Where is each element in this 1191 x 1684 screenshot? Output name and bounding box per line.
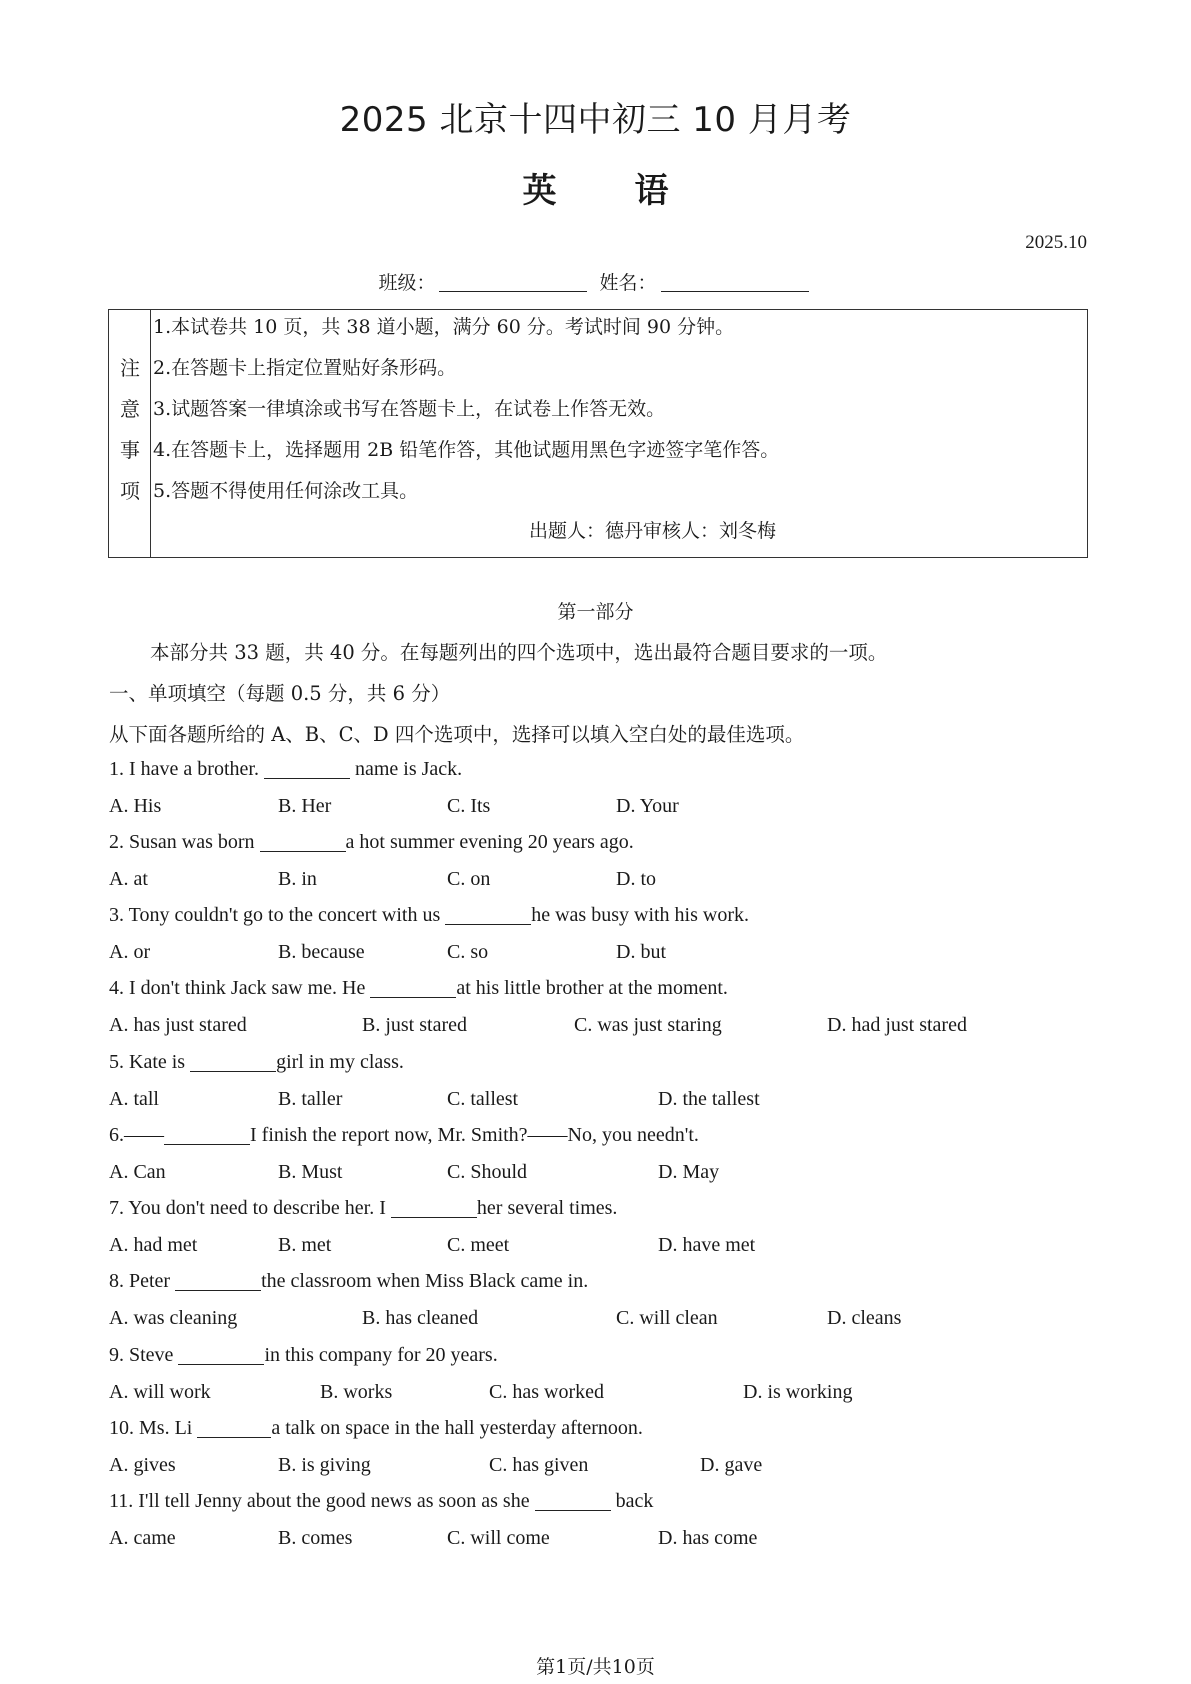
part-intro: 本部分共 33 题，共 40 分。在每题列出的四个选项中，选出最符合题目要求的一项。 — [150, 641, 888, 664]
answer-option[interactable]: A. was cleaning — [109, 1307, 238, 1329]
answer-option[interactable]: B. because — [278, 941, 365, 963]
question-text: 7. You don't need to describe her. I — [109, 1197, 391, 1219]
question-stem — [109, 1417, 643, 1440]
answer-option[interactable]: C. on — [447, 868, 491, 890]
answer-option[interactable]: D. the tallest — [658, 1088, 760, 1110]
question-text: a hot summer evening 20 years ago. — [345, 831, 634, 853]
answer-option[interactable]: B. in — [278, 868, 317, 890]
question-text: 2. Susan was born — [109, 831, 260, 853]
answer-option[interactable]: C. has worked — [489, 1381, 604, 1403]
subject-char-2: 语 — [634, 171, 669, 211]
question-stem — [109, 977, 728, 1000]
answer-option[interactable]: A. will work — [109, 1381, 211, 1403]
answer-option[interactable]: B. has cleaned — [362, 1307, 479, 1329]
answer-blank[interactable] — [190, 1052, 276, 1072]
notice-item: 5.答题不得使用任何涂改工具。 — [153, 480, 419, 502]
question-stem — [109, 831, 634, 854]
answer-option[interactable]: D. Your — [616, 795, 679, 817]
subject-title — [0, 163, 1191, 212]
answer-option[interactable]: C. Should — [447, 1161, 528, 1183]
answer-option[interactable]: D. gave — [700, 1454, 763, 1476]
answer-option[interactable]: A. His — [109, 795, 162, 817]
answer-option[interactable]: C. Its — [447, 795, 491, 817]
answer-blank[interactable] — [391, 1198, 477, 1218]
answer-option[interactable]: A. has just stared — [109, 1014, 247, 1036]
class-blank[interactable] — [439, 273, 587, 292]
answer-blank[interactable] — [197, 1418, 271, 1438]
answer-option[interactable]: D. cleans — [827, 1307, 902, 1329]
answer-option[interactable]: C. has given — [489, 1454, 589, 1476]
name-label: 姓名： — [599, 272, 657, 294]
exam-date: 2025.10 — [1025, 232, 1087, 253]
answer-option[interactable]: B. taller — [278, 1088, 343, 1110]
answer-blank[interactable] — [264, 759, 350, 779]
answer-option[interactable]: D. is working — [743, 1381, 853, 1403]
section-heading: 一、单项填空（每题 0.5 分，共 6 分） — [109, 682, 451, 705]
answer-option[interactable]: B. is giving — [278, 1454, 371, 1476]
answer-option[interactable]: B. Her — [278, 795, 332, 817]
question-stem — [109, 904, 749, 927]
question-text: back — [610, 1490, 654, 1512]
question-stem — [109, 1197, 617, 1220]
answer-option[interactable]: B. just stared — [362, 1014, 467, 1036]
answer-option[interactable]: A. Can — [109, 1161, 166, 1183]
notice-side-char: 事 — [120, 438, 140, 462]
answer-option[interactable]: D. have met — [658, 1234, 756, 1256]
answer-option[interactable]: B. Must — [278, 1161, 343, 1183]
answer-option[interactable]: B. works — [320, 1381, 393, 1403]
answer-option[interactable]: D. to — [616, 868, 656, 890]
notice-item: 3.试题答案一律填涂或书写在答题卡上，在试卷上作答无效。 — [153, 398, 666, 420]
page-footer: 第1页/共10页 — [536, 1656, 655, 1678]
student-info-line — [0, 268, 1191, 295]
answer-blank[interactable] — [164, 1125, 250, 1145]
answer-option[interactable]: A. came — [109, 1527, 176, 1549]
answer-option[interactable]: A. at — [109, 868, 148, 890]
notice-side-char: 注 — [120, 356, 140, 380]
question-text: her several times. — [476, 1197, 618, 1219]
answer-option[interactable]: A. gives — [109, 1454, 176, 1476]
exam-title: 2025 北京十四中初三 10 月月考 — [339, 100, 852, 140]
notice-item: 2.在答题卡上指定位置贴好条形码。 — [153, 357, 457, 379]
answer-option[interactable]: C. so — [447, 941, 489, 963]
answer-option[interactable]: D. but — [616, 941, 666, 963]
question-text: name is Jack. — [349, 758, 463, 780]
answer-option[interactable]: A. had met — [109, 1234, 198, 1256]
answer-option[interactable]: C. will clean — [616, 1307, 718, 1329]
question-stem — [109, 1344, 498, 1367]
question-stem — [109, 758, 462, 781]
question-text: 10. Ms. Li — [109, 1417, 198, 1439]
section-instruction: 从下面各题所给的 A、B、C、D 四个选项中，选择可以填入空白处的最佳选项。 — [109, 723, 805, 746]
notice-signature: 出题人：德丹审核人：刘冬梅 — [529, 520, 777, 542]
answer-option[interactable]: D. has come — [658, 1527, 758, 1549]
answer-blank[interactable] — [445, 905, 531, 925]
notice-item: 1.本试卷共 10 页，共 38 道小题，满分 60 分。考试时间 90 分钟。 — [153, 316, 735, 338]
answer-option[interactable]: D. had just stared — [827, 1014, 967, 1036]
answer-option[interactable]: B. comes — [278, 1527, 353, 1549]
answer-blank[interactable] — [535, 1491, 611, 1511]
notice-side-label — [109, 310, 151, 557]
subject-char-1: 英 — [522, 171, 557, 211]
answer-option[interactable]: B. met — [278, 1234, 332, 1256]
question-text: 11. I'll tell Jenny about the good news as soon as she — [109, 1490, 535, 1512]
question-text: in this company for 20 years. — [264, 1344, 498, 1366]
notice-side-char: 项 — [120, 479, 140, 503]
question-text: girl in my class. — [276, 1051, 404, 1073]
question-text: 1. I have a brother. — [109, 758, 264, 780]
question-text: a talk on space in the hall yesterday afternoon. — [271, 1417, 643, 1439]
answer-option[interactable]: D. May — [658, 1161, 720, 1183]
answer-option[interactable]: C. tallest — [447, 1088, 519, 1110]
class-label: 班级： — [378, 272, 436, 294]
notice-box — [108, 309, 1088, 558]
notice-item: 4.在答题卡上，选择题用 2B 铅笔作答，其他试题用黑色字迹签字笔作答。 — [153, 439, 780, 461]
question-text: I finish the report now, Mr. Smith?——No, you needn't. — [250, 1124, 699, 1146]
question-stem — [109, 1124, 699, 1147]
question-text: 5. Kate is — [109, 1051, 191, 1073]
question-text: 3. Tony couldn't go to the concert with us — [109, 904, 446, 926]
question-text: the classroom when Miss Black came in. — [261, 1270, 589, 1292]
answer-option[interactable]: A. or — [109, 941, 151, 963]
answer-blank[interactable] — [178, 1345, 264, 1365]
part-title: 第一部分 — [557, 601, 634, 623]
answer-blank[interactable] — [175, 1271, 261, 1291]
name-blank[interactable] — [661, 273, 809, 292]
answer-option[interactable]: A. tall — [109, 1088, 159, 1110]
question-text: he was busy with his work. — [531, 904, 749, 926]
notice-side-char: 意 — [120, 397, 140, 421]
answer-blank[interactable] — [370, 978, 456, 998]
question-stem — [109, 1051, 404, 1074]
question-stem — [109, 1270, 588, 1293]
answer-blank[interactable] — [260, 832, 346, 852]
question-text: 9. Steve — [109, 1344, 179, 1366]
answer-option[interactable]: C. will come — [447, 1527, 550, 1549]
question-text: 8. Peter — [109, 1270, 176, 1292]
question-text: at his little brother at the moment. — [456, 977, 728, 999]
answer-option[interactable]: C. meet — [447, 1234, 510, 1256]
question-text: 6.—— — [109, 1124, 164, 1146]
answer-option[interactable]: C. was just staring — [574, 1014, 722, 1036]
question-stem — [109, 1490, 653, 1513]
question-text: 4. I don't think Jack saw me. He — [109, 977, 371, 999]
